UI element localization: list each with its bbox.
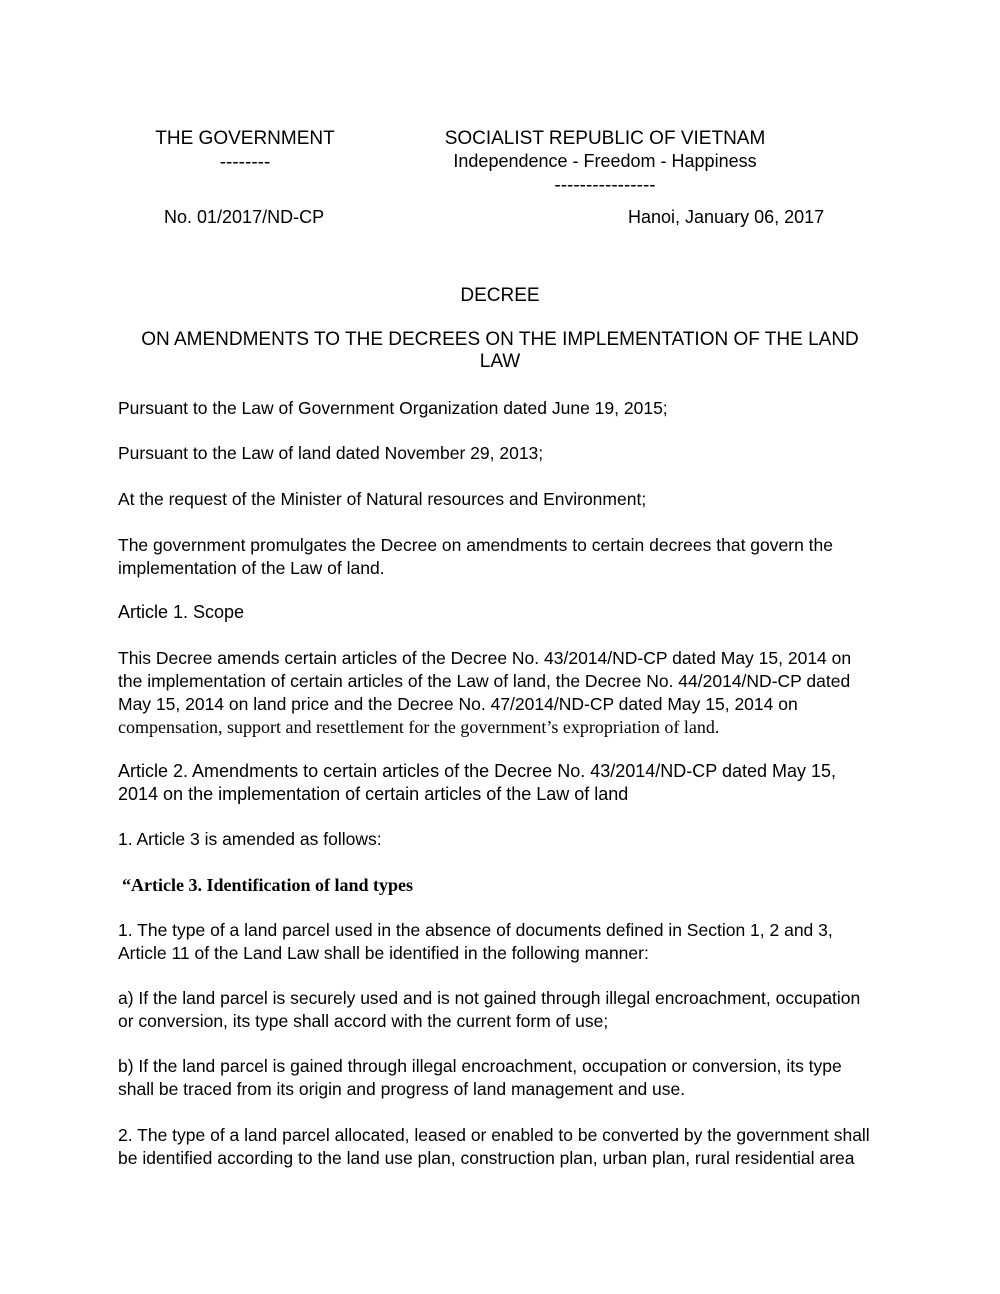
issuer-title: THE GOVERNMENT (155, 128, 335, 149)
document-number: No. 01/2017/ND-CP (164, 207, 325, 227)
article-1-heading: Article 1. Scope (118, 602, 245, 622)
clause-2: 2. The type of a land parcel allocated, leased or enabled to be converted by the government shall be identified according to the land use plan, construction plan, urban plan, rural residential area (118, 1125, 870, 1168)
article-2-heading: Article 2. Amendments to certain articles of the Decree No. 43/2014/ND-CP dated May 15, 2014 on the implementation of certain articles of the Law of land (118, 761, 837, 804)
subject-line-1: ON AMENDMENTS TO THE DECREES ON THE IMPLEMENTATION OF THE LAND (141, 329, 859, 350)
article-1-body (118, 647, 880, 739)
clause-1: 1. The type of a land parcel used in the absence of documents defined in Section 1, 2 and 3, Article 11 of the Land Law shall be identified in the following manner: (118, 920, 833, 963)
point-b: b) If the land parcel is gained through illegal encroachment, occupation or conversion, its type shall be traced from its origin and progress of land management and use. (118, 1056, 842, 1099)
country-title: SOCIALIST REPUBLIC OF VIETNAM (444, 128, 766, 149)
motto-divider: ---------------- (554, 175, 656, 196)
document-subject (0, 329, 1000, 373)
national-motto: Independence - Freedom - Happiness (453, 151, 757, 171)
quoted-article-heading: “Article 3. Identification of land types (122, 875, 413, 895)
preamble-line: At the request of the Minister of Natural resources and Environment; (118, 489, 647, 509)
promulgation-statement: The government promulgates the Decree on amendments to certain decrees that govern the implementation of the Law of land. (118, 535, 833, 578)
point-a: a) If the land parcel is securely used and is not gained through illegal encroachment, occupation or conversion, its type shall accord with the current form of use; (118, 988, 861, 1031)
issuer-divider: -------- (219, 152, 271, 173)
article-1-body-text: This Decree amends certain articles of the Decree No. 43/2014/ND-CP dated May 15, 2014 on the implementation of certain articles of the Law of land, the Decree No. 44/2014/ND-CP dated May 15, 2014 on land price and the Decree No. 47/2014/ND-CP dated May 15, 2014 on (118, 648, 852, 714)
place-and-date: Hanoi, January 06, 2017 (628, 207, 825, 227)
preamble-line: Pursuant to the Law of land dated November 29, 2013; (118, 443, 544, 463)
article-1-body-serif-text: compensation, support and resettlement for the government’s expropriation of land. (118, 717, 720, 737)
document-type: DECREE (460, 285, 540, 306)
preamble-line: Pursuant to the Law of Government Organization dated June 19, 2015; (118, 398, 668, 418)
subject-line-2: LAW (479, 351, 521, 372)
amendment-item-1: 1. Article 3 is amended as follows: (118, 829, 382, 849)
